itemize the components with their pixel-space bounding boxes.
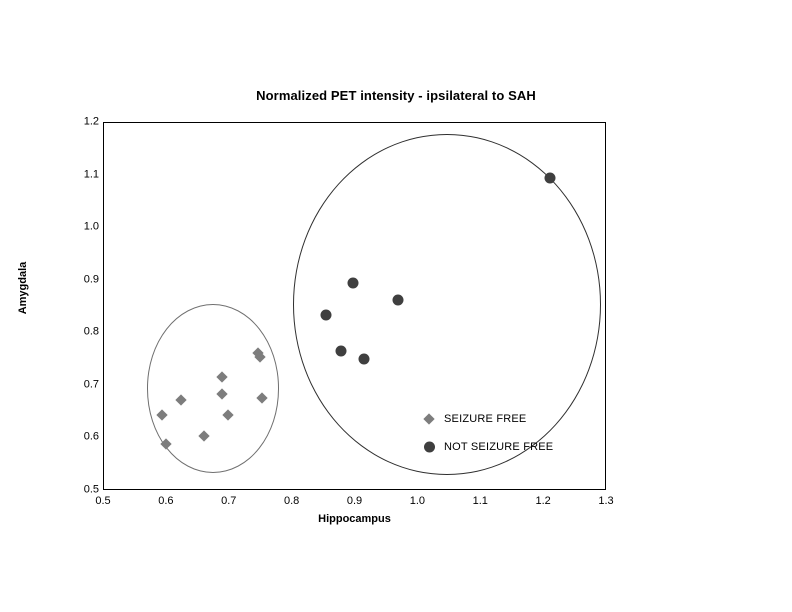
y-tick-label: 1.0 <box>83 220 99 233</box>
data-point-circle <box>358 354 369 365</box>
circle-marker-icon <box>424 442 435 453</box>
legend-label-seizure-free: SEIZURE FREE <box>444 413 527 425</box>
x-tick-label: 0.8 <box>283 495 300 507</box>
x-axis-tick-labels <box>95 495 614 512</box>
x-tick-label: 0.5 <box>95 495 111 507</box>
data-point-circle <box>347 278 358 289</box>
x-tick-label: 0.7 <box>221 495 237 507</box>
data-point-circle <box>544 173 555 184</box>
x-tick-label: 1.3 <box>598 495 614 507</box>
y-tick-label: 1.1 <box>83 168 99 181</box>
x-tick-label: 1.1 <box>472 495 488 507</box>
y-axis-tick-labels <box>55 115 99 496</box>
x-tick-label: 0.9 <box>346 495 363 507</box>
data-point-circle <box>393 294 404 305</box>
y-tick-label: 0.6 <box>83 430 99 443</box>
x-tick-label: 1.2 <box>535 495 551 507</box>
y-tick-label: 0.7 <box>83 378 99 391</box>
data-point-circle <box>320 309 331 320</box>
y-tick-label: 0.5 <box>83 483 99 496</box>
x-tick-label: 0.6 <box>158 495 174 507</box>
plot-area <box>103 122 606 490</box>
data-point-circle <box>336 346 347 357</box>
x-axis-label: Hippocampus <box>318 513 391 525</box>
legend-label-not-seizure-free: NOT SEIZURE FREE <box>444 441 554 453</box>
chart-legend <box>424 405 594 461</box>
y-tick-label: 0.8 <box>83 325 99 338</box>
y-tick-label: 1.2 <box>83 115 99 128</box>
y-axis-label: Amygdala <box>17 261 29 315</box>
legend-item-seizure-free <box>424 405 594 433</box>
x-tick-label: 1.0 <box>409 495 426 507</box>
legend-item-not-seizure-free <box>424 433 594 461</box>
plot-inner <box>104 123 605 489</box>
chart-title: Normalized PET intensity - ipsilateral to SAH <box>256 88 536 103</box>
y-tick-label: 0.9 <box>83 273 99 286</box>
diamond-marker-icon <box>423 413 434 424</box>
